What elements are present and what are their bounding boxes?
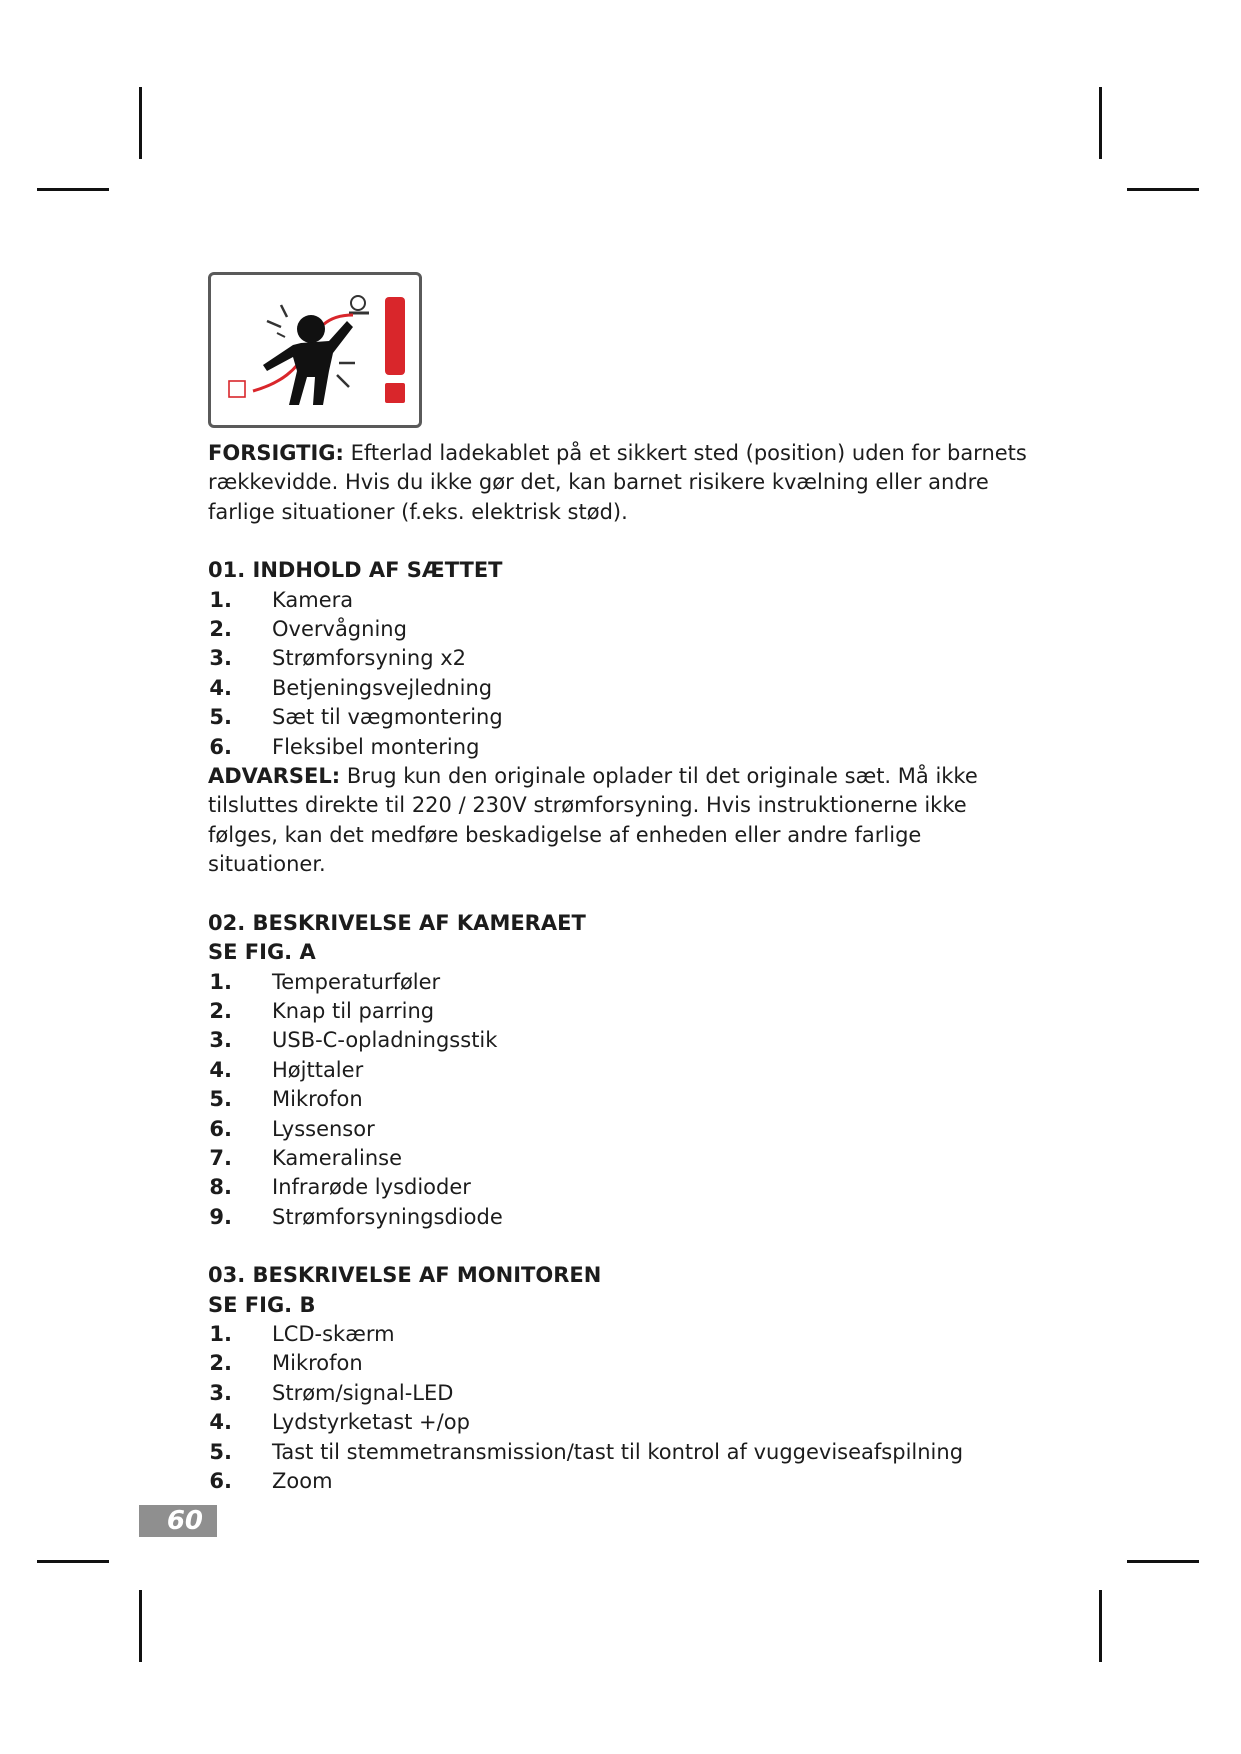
section-1-title: 01. INDHOLD AF SÆTTET <box>208 558 503 583</box>
section-3-subtitle: SE FIG. B <box>208 1292 316 1317</box>
list-item: 8. Infrarøde lysdioder <box>209 1175 471 1200</box>
camera-icon <box>351 296 365 310</box>
list-item: 4. Betjeningsvejledning <box>209 675 493 700</box>
outlet-icon <box>229 381 245 397</box>
list-item: 5. Tast til stemmetransmission/tast til kontrol af vuggeviseafspilning <box>209 1439 964 1464</box>
list-item: 6. Lyssensor <box>209 1116 375 1141</box>
crop-mark-bottom-right-horizontal <box>1127 1560 1199 1563</box>
section-3-title: 03. BESKRIVELSE AF MONITOREN <box>208 1263 602 1288</box>
warning-paragraph <box>208 762 1038 880</box>
list-item: 1. Temperaturføler <box>209 969 441 994</box>
list-item: 5. Mikrofon <box>209 1087 363 1112</box>
list-item: 9. Strømforsyningsdiode <box>209 1204 503 1229</box>
section-2-subtitle: SE FIG. A <box>208 940 316 965</box>
strangulation-warning-pictogram <box>208 272 422 428</box>
caution-text: Efterlad ladekablet på et sikkert sted (position) uden for barnets rækkevidde. Hvis du ikke gør det, kan barnet risikere kvælning eller andre farlige situationer (f.eks. elektrisk stød). <box>208 441 1027 524</box>
crop-mark-bottom-left-vertical <box>139 1590 142 1662</box>
crop-mark-bottom-left-horizontal <box>37 1560 109 1563</box>
section-2-list <box>208 968 1038 1233</box>
section-3-list <box>208 1320 1038 1496</box>
warning-label: ADVARSEL: <box>208 764 341 789</box>
crop-mark-top-right-horizontal <box>1127 188 1199 191</box>
crop-mark-top-right-vertical <box>1099 87 1102 159</box>
crop-mark-top-left-vertical <box>139 87 142 159</box>
child-head-icon <box>297 315 325 343</box>
manual-body <box>208 439 1038 1496</box>
list-item: 2. Mikrofon <box>209 1351 363 1376</box>
section-2-title: 02. BESKRIVELSE AF KAMERAET <box>208 910 586 935</box>
list-item: 7. Kameralinse <box>209 1145 402 1170</box>
list-item: 4. Lydstyrketast +/op <box>209 1410 470 1435</box>
exclamation-dot-icon <box>385 383 405 403</box>
exclamation-bar-icon <box>385 297 405 375</box>
page-number: 60 <box>139 1505 217 1537</box>
list-item: 3. USB-C-opladningsstik <box>209 1028 498 1053</box>
list-item: 6. Fleksibel montering <box>209 734 480 759</box>
list-item: 3. Strøm/signal-LED <box>209 1380 454 1405</box>
caution-label: FORSIGTIG: <box>208 441 344 465</box>
crop-mark-top-left-horizontal <box>37 188 109 191</box>
section-1-list <box>208 586 1038 762</box>
child-cable-hazard-icon <box>211 275 419 425</box>
caution-paragraph <box>208 439 1038 527</box>
list-item: 4. Højttaler <box>209 1057 364 1082</box>
list-item: 1. LCD-skærm <box>209 1321 395 1346</box>
list-item: 3. Strømforsyning x2 <box>209 646 466 671</box>
warning-text: Brug kun den originale oplader til det originale sæt. Må ikke tilsluttes direkte til 220 / 230V strømforsyning. Hvis instruktionerne ikke følges, kan det medføre beskadigelse af enheden eller andre farlige situationer. <box>208 764 978 877</box>
crop-mark-bottom-right-vertical <box>1099 1590 1102 1662</box>
list-item: 2. Knap til parring <box>209 998 435 1023</box>
list-item: 1. Kamera <box>209 587 354 612</box>
list-item: 2. Overvågning <box>209 617 407 642</box>
list-item: 5. Sæt til vægmontering <box>209 705 503 730</box>
list-item: 6. Zoom <box>209 1469 333 1493</box>
